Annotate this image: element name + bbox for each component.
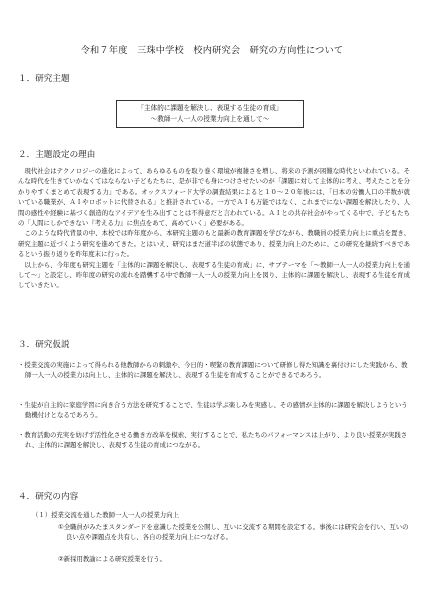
section-heading-hypotheses: ３．研究仮説 <box>18 340 70 350</box>
research-theme-sub: ～教師一人一人の授業力向上を通して～ <box>150 115 270 123</box>
hypothesis-item <box>18 430 412 451</box>
section-heading-content: ４．研究の内容 <box>18 492 79 502</box>
content-point: ①全職員がみたまスタンダードを意識した授業を公開し、互いに交流する期間を設定する。事後には研究会を行い、互いの良い点や課題点を共有し、各自の授業力向上につなげる。 <box>58 523 409 542</box>
reason-body <box>18 166 410 291</box>
reason-paragraph: 以上から、今年度も研究主題を「主体的に課題を解決し、表現する生徒の育成」に、サブテーマを「～教師一人一人の授業力向上を通して～」と設定し、昨年度の研究の流れを踏襲する中で教師一人一人の授業力向上を図り、主体的に課題を解決し、表現する生徒を育成していきたい。 <box>18 260 410 290</box>
reason-paragraph: 現代社会はテクノロジーの進化によって、あらゆるものを取り巻く環境が複雑さを増し、将来の予測が困難な時代といわれている。そんな時代を生きていかなくてはならない子どもたちに、是が非でも身につけさせたいのが「課題に対して主体的に考え、考えたことを分かりやすくまとめて表現する力」である。オックスフォード大学の調査結果によると１０～２０年後には、「日本の労働人口の半数が就いている職業が、ＡＩやロボットに代替される」と推計されている。一方でＡＩも万能ではなく、これまでにない課題を解決したり、人間の感性や経験に基づく創造的なアイデアを生み出すことは不得意だと言われている。ＡＩとの共存社会がやってくる中で、子どもたちの「人間にしかできない『考える力』に焦点をあて、高めていく」必要がある。 <box>18 167 410 228</box>
section-heading-research-theme: １．研究主題 <box>18 74 70 84</box>
document-title: 令和７年度 三珠中学校 校内研究会 研究の方向性について <box>80 45 344 56</box>
research-theme-main: 「主体的に課題を解決し、表現する生徒の育成」 <box>137 104 283 112</box>
section-heading-reason: ２．主題設定の理由 <box>18 150 96 160</box>
hypothesis-text: ・教育活動の充実を妨げず活性化させる働き方改革を模索、実行することで、私たちのパフォーマンスは上がり、より良い授業が実践され、主体的に課題を解決し、表現する生徒の育成につながる。 <box>18 431 408 450</box>
hypothesis-text: ・生徒が自主的に家庭学習に向き合う方法を研究することで、生徒は学ぶ楽しみを実感し、その感情が主体的に課題を解決しようという動機付けとなるであろう。 <box>18 401 408 420</box>
hypothesis-item <box>18 400 412 421</box>
reason-paragraph: このような時代背景の中、本校では昨年度から、本研究主題のもと最新の教育課題を学びながら、教職員の授業力向上に重点を置き、研究主題に近づくよう研究を進めてきた。とはいえ、研究はまだ道半ばの状態であり、授業力向上のために、この研究を継続すべきであるという振り返りを昨年度末に行った。 <box>18 229 410 259</box>
hypothesis-item <box>18 360 412 381</box>
content-item-title: （１）授業交流を通した教師一人一人の授業力向上 <box>32 511 179 519</box>
research-theme-box <box>116 100 304 128</box>
hypothesis-text: ・授業交流の実施によって得られる他教師からの刺激や、今日的・喫緊の教育課題について研修し得た知識を裏付けにした実践から、教師一人一人の授業力は向上し、主体的に課題を解決し、表現する生徒を育成することができるであろう。 <box>18 361 408 380</box>
content-point: ②新採用教諭による研究授業を行う。 <box>58 555 166 563</box>
